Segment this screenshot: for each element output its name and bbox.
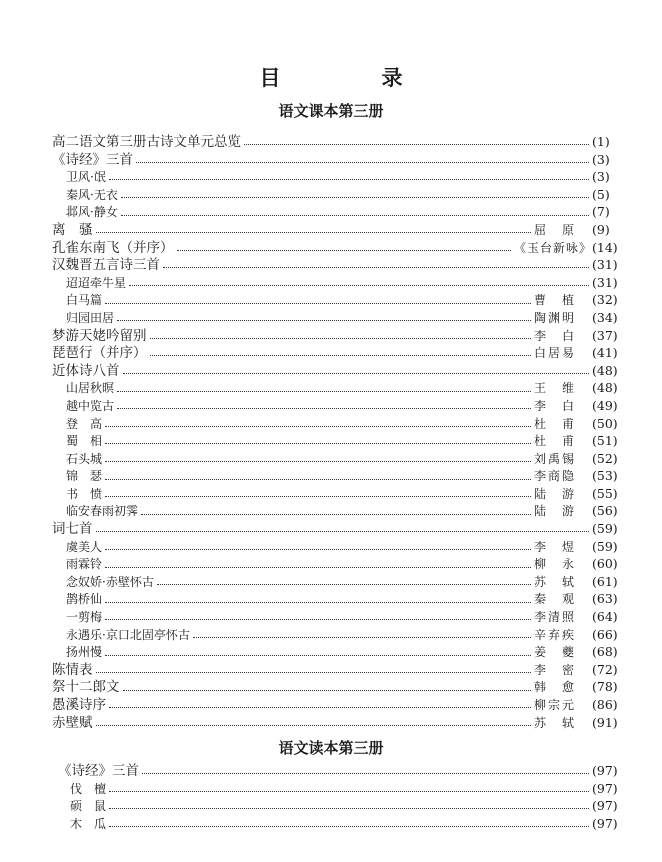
- toc-list-reader: [0, 762, 662, 832]
- toc-entry-page-number: (48): [592, 362, 618, 378]
- toc-entry-author: 李清照: [534, 610, 577, 625]
- dot-leader: [157, 584, 531, 585]
- toc-entry-author: 苏 轼: [534, 715, 577, 730]
- dot-leader: [105, 496, 531, 497]
- toc-entry-author: 陶渊明: [534, 310, 577, 325]
- toc-entry-page-number: (61): [592, 573, 618, 589]
- toc-entry-title: 雨霖铃: [66, 557, 103, 572]
- toc-entry-page-number: (41): [592, 345, 618, 361]
- toc-entry-page-number: (63): [592, 591, 618, 607]
- toc-entry-title: 硕 鼠: [70, 799, 107, 814]
- toc-entry-title: 《诗经》三首: [52, 151, 133, 168]
- toc-entry-title: 卫风·氓: [66, 170, 106, 185]
- dot-leader: [123, 373, 590, 374]
- toc-entry-page-number: (97): [592, 798, 618, 814]
- toc-entry-author: 秦 观: [534, 592, 577, 607]
- toc-entry[interactable]: [0, 714, 632, 732]
- dot-leader: [105, 619, 531, 620]
- toc-entry[interactable]: [0, 643, 632, 661]
- toc-entry-author: 杜 甫: [534, 416, 577, 431]
- toc-entry-author: 柳 永: [534, 557, 577, 572]
- toc-entry-page-number: (34): [592, 309, 618, 325]
- toc-entry-page-number: (32): [592, 292, 618, 308]
- dot-leader: [109, 826, 589, 827]
- toc-entry-author: 曹 植: [534, 293, 577, 308]
- toc-entry-title: 越中览古: [66, 398, 115, 413]
- toc-entry-page-number: (49): [592, 397, 618, 413]
- toc-entry-page-number: (3): [592, 151, 610, 167]
- toc-entry-title: 鹊桥仙: [66, 592, 103, 607]
- toc-entry-title: 一剪梅: [66, 610, 103, 625]
- toc-entry[interactable]: [0, 467, 632, 485]
- dot-leader: [142, 773, 589, 774]
- toc-entry-page-number: (72): [592, 661, 618, 677]
- toc-entry-title: 近体诗八首: [52, 362, 120, 379]
- dot-leader: [96, 232, 532, 233]
- toc-entry[interactable]: [0, 626, 632, 644]
- toc-entry-title: 扬州慢: [66, 645, 103, 660]
- toc-entry[interactable]: [0, 327, 632, 345]
- dot-leader: [105, 303, 531, 304]
- toc-entry-page-number: (60): [592, 556, 618, 572]
- dot-leader: [123, 690, 532, 691]
- dot-leader: [109, 808, 589, 809]
- toc-entry-page-number: (31): [592, 274, 618, 290]
- toc-entry-author: 刘禹锡: [534, 451, 577, 466]
- toc-entry-title: 伐 檀: [70, 781, 107, 796]
- toc-entry[interactable]: [0, 608, 632, 626]
- toc-entry-title: 孔雀东南飞（并序）: [52, 239, 174, 256]
- toc-entry-page-number: (3): [592, 169, 610, 185]
- toc-list-textbook: [0, 133, 662, 731]
- toc-entry-page-number: (14): [592, 239, 618, 255]
- dot-leader: [96, 672, 532, 673]
- toc-entry-page-number: (56): [592, 503, 618, 519]
- toc-entry-page-number: (31): [592, 257, 618, 273]
- toc-entry[interactable]: [0, 291, 632, 309]
- toc-entry[interactable]: [0, 203, 632, 221]
- toc-entry-title: 迢迢牵牛星: [66, 275, 127, 290]
- section-heading-textbook: 语文课本第三册: [278, 102, 384, 120]
- toc-entry-page-number: (64): [592, 609, 618, 625]
- toc-entry[interactable]: [0, 797, 632, 815]
- dot-leader: [117, 320, 531, 321]
- toc-entry-title: 汉魏晋五言诗三首: [52, 257, 160, 274]
- dot-leader: [109, 179, 589, 180]
- toc-entry-author: 姜 夔: [534, 645, 577, 660]
- toc-entry[interactable]: [0, 432, 632, 450]
- toc-entry[interactable]: [0, 538, 632, 556]
- toc-entry-title: 登 高: [66, 416, 103, 431]
- toc-entry-title: 秦风·无衣: [66, 187, 118, 202]
- dot-leader: [117, 391, 531, 392]
- toc-entry[interactable]: [0, 415, 632, 433]
- toc-entry-page-number: (53): [592, 468, 618, 484]
- toc-entry[interactable]: [0, 309, 632, 327]
- toc-entry-title: 祭十二郎文: [52, 679, 120, 696]
- dot-leader: [117, 408, 531, 409]
- toc-entry-author: 杜 甫: [534, 434, 577, 449]
- toc-entry[interactable]: [0, 573, 632, 591]
- toc-entry[interactable]: [0, 239, 632, 257]
- toc-entry-author: 陆 游: [534, 486, 577, 501]
- toc-entry[interactable]: [0, 590, 632, 608]
- toc-entry[interactable]: [0, 520, 632, 538]
- toc-entry[interactable]: [0, 555, 632, 573]
- toc-entry-title: 琵琶行（并序）: [52, 345, 147, 362]
- toc-entry-page-number: (97): [592, 815, 618, 831]
- toc-entry-author: 李 白: [534, 328, 577, 343]
- toc-entry[interactable]: [0, 397, 632, 415]
- toc-entry-author: 韩 愈: [534, 680, 577, 695]
- dot-leader: [105, 426, 531, 427]
- dot-leader: [136, 162, 589, 163]
- toc-entry[interactable]: [0, 379, 632, 397]
- dot-leader: [150, 355, 532, 356]
- toc-entry-author: 屈 原: [534, 222, 577, 237]
- toc-entry-title: 愚溪诗序: [52, 697, 106, 713]
- toc-entry-page-number: (59): [592, 521, 618, 537]
- toc-entry-title: 白马篇: [66, 293, 103, 308]
- toc-entry-title: 永遇乐·京口北固亭怀古: [66, 627, 190, 642]
- toc-entry-page-number: (50): [592, 415, 618, 431]
- toc-entry-title: 梦游天姥吟留别: [52, 327, 147, 344]
- dot-leader: [105, 461, 531, 462]
- dot-leader: [150, 338, 532, 339]
- toc-entry[interactable]: [0, 256, 632, 274]
- toc-entry[interactable]: [0, 221, 632, 239]
- toc-entry-page-number: (66): [592, 626, 618, 642]
- toc-entry[interactable]: [0, 274, 632, 292]
- dot-leader: [129, 285, 589, 286]
- toc-entry-title: 山居秋暝: [66, 381, 115, 396]
- toc-entry-page-number: (55): [592, 485, 618, 501]
- toc-entry-page-number: (68): [592, 644, 618, 660]
- toc-entry-title: 词七首: [52, 521, 93, 538]
- toc-entry-title: 念奴娇·赤壁怀古: [66, 574, 154, 589]
- toc-entry-page-number: (7): [592, 204, 610, 220]
- dot-leader: [96, 725, 532, 726]
- toc-entry-author: 辛弃疾: [534, 627, 577, 642]
- toc-entry-author: 李 煜: [534, 539, 577, 554]
- toc-entry-title: 归园田居: [66, 310, 115, 325]
- toc-entry[interactable]: [0, 696, 632, 714]
- toc-entry-author: 白居易: [534, 346, 577, 361]
- toc-entry-title: 虞美人: [66, 539, 103, 554]
- toc-entry-page-number: (5): [592, 186, 610, 202]
- toc-entry-title: 临安春雨初霁: [66, 504, 139, 519]
- toc-entry-author: 柳宗元: [534, 698, 577, 712]
- toc-entry-title: 锦 瑟: [66, 469, 103, 484]
- toc-entry-title: 书 愤: [66, 486, 103, 501]
- section-heading-reader: 语文读本第三册: [278, 739, 384, 757]
- toc-entry[interactable]: [0, 186, 632, 204]
- dot-leader: [109, 707, 531, 708]
- toc-entry[interactable]: [0, 780, 632, 798]
- toc-entry[interactable]: [0, 151, 632, 169]
- toc-entry-page-number: (48): [592, 380, 618, 396]
- toc-entry-author: 《玉台新咏》: [513, 240, 592, 255]
- dot-leader: [121, 215, 589, 216]
- toc-entry-page-number: (1): [592, 134, 610, 149]
- dot-leader: [105, 655, 531, 656]
- dot-leader: [244, 144, 589, 145]
- toc-entry-page-number: (97): [592, 780, 618, 796]
- toc-entry[interactable]: [0, 133, 632, 151]
- page-title: 目 录: [259, 66, 443, 90]
- toc-entry-title: 陈情表: [52, 661, 93, 678]
- toc-entry[interactable]: [0, 502, 632, 520]
- toc-entry-author: 苏 轼: [534, 574, 577, 589]
- dot-leader: [96, 531, 590, 532]
- toc-entry-page-number: (86): [592, 697, 618, 712]
- toc-entry-title: 蜀 相: [66, 434, 103, 449]
- dot-leader: [177, 250, 511, 251]
- dot-leader: [105, 602, 531, 603]
- dot-leader: [109, 791, 589, 792]
- dot-leader: [105, 479, 531, 480]
- dot-leader: [141, 514, 531, 515]
- toc-entry-page-number: (59): [592, 538, 618, 554]
- dot-leader: [105, 567, 531, 568]
- toc-entry[interactable]: [0, 661, 632, 679]
- toc-entry[interactable]: [0, 485, 632, 503]
- toc-entry-page-number: (51): [592, 433, 618, 449]
- toc-entry-title: 离 骚: [52, 221, 93, 238]
- dot-leader: [121, 197, 589, 198]
- toc-entry-title: 石头城: [66, 451, 103, 466]
- toc-entry-page-number: (97): [592, 763, 618, 778]
- toc-entry-author: 陆 游: [534, 504, 577, 519]
- toc-entry-page-number: (9): [592, 221, 610, 237]
- toc-entry-page-number: (37): [592, 327, 618, 343]
- toc-entry-title: 赤壁赋: [52, 714, 93, 731]
- toc-entry[interactable]: [0, 815, 632, 833]
- toc-entry-title: 高二语文第三册古诗文单元总览: [52, 134, 241, 150]
- toc-entry-title: 木 瓜: [70, 816, 107, 831]
- toc-entry-author: 李 密: [534, 662, 577, 677]
- toc-entry-page-number: (52): [592, 450, 618, 466]
- toc-entry[interactable]: [0, 450, 632, 468]
- toc-entry-page-number: (91): [592, 714, 618, 730]
- dot-leader: [193, 637, 531, 638]
- toc-entry[interactable]: [0, 344, 632, 362]
- dot-leader: [163, 267, 589, 268]
- toc-entry[interactable]: [0, 678, 632, 696]
- toc-entry[interactable]: [0, 168, 632, 186]
- toc-entry-author: 李 白: [534, 398, 577, 413]
- toc-entry[interactable]: [0, 762, 632, 780]
- toc-entry-author: 李商隐: [534, 469, 577, 484]
- dot-leader: [105, 443, 531, 444]
- toc-entry-title: 《诗经》三首: [58, 763, 139, 779]
- toc-entry-author: 王 维: [534, 381, 577, 396]
- toc-entry[interactable]: [0, 362, 632, 380]
- toc-entry-page-number: (78): [592, 679, 618, 695]
- dot-leader: [105, 549, 531, 550]
- toc-entry-title: 邶风·静女: [66, 205, 118, 220]
